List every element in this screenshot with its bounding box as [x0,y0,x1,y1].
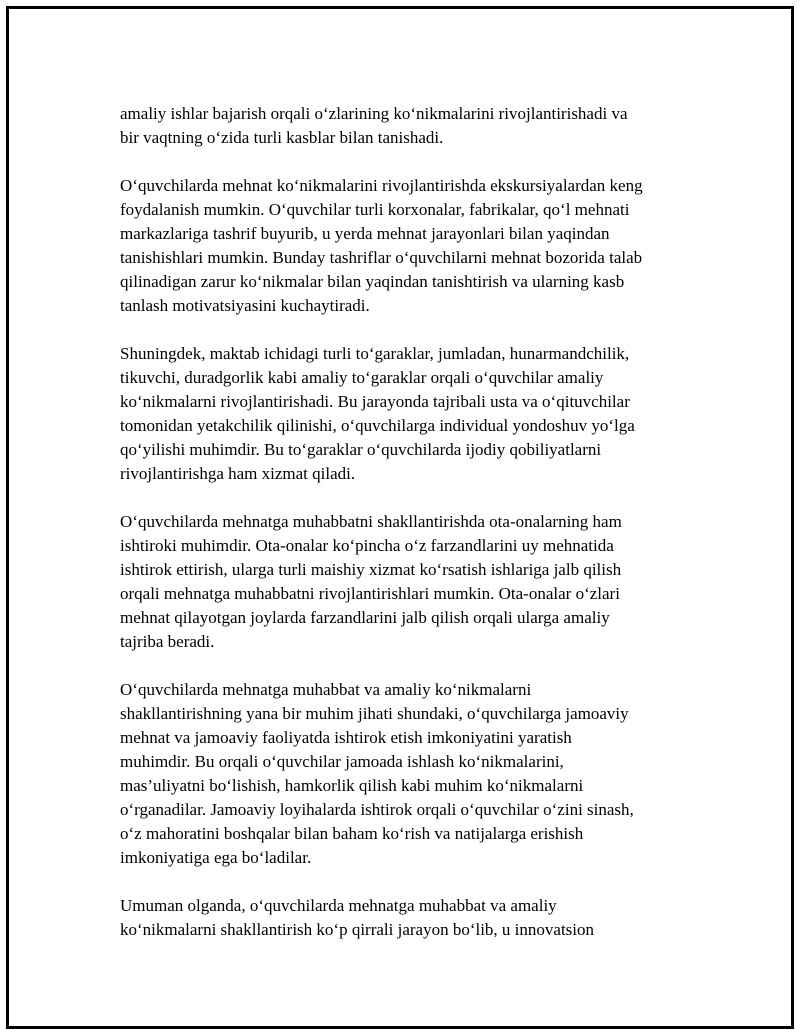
text-line: tomonidan yetakchilik qilinishi, o‘quvchilarga individual yondoshuv yo‘lga [120,416,635,435]
text-line: ishtiroki muhimdir. Ota-onalar ko‘pincha o‘z farzandlarini uy mehnatida [120,536,614,555]
text-line: O‘quvchilarda mehnatga muhabbatni shakllantirishda ota-onalarning ham [120,512,622,531]
paragraph [120,510,720,654]
paragraph [120,102,720,150]
paragraph [120,894,720,942]
text-line: rivojlantirishga ham xizmat qiladi. [120,464,356,483]
text-line: mas’uliyatni bo‘lishish, hamkorlik qilish kabi muhim ko‘nikmalarni [120,776,584,795]
text-line: ko‘nikmalarni rivojlantirishadi. Bu jarayonda tajribali usta va o‘qituvchilar [120,392,630,411]
text-line: imkoniyatiga ega bo‘ladilar. [120,848,312,867]
text-line: Shuningdek, maktab ichidagi turli to‘garaklar, jumladan, hunarmandchilik, [120,344,630,363]
text-line: qo‘yilishi muhimdir. Bu to‘garaklar o‘quvchilarda ijodiy qobiliyatlarni [120,440,602,459]
text-line: shakllantirishning yana bir muhim jihati shundaki, o‘quvchilarga jamoaviy [120,704,629,723]
paragraph [120,342,720,486]
text-line: foydalanish mumkin. O‘quvchilar turli korxonalar, fabrikalar, qo‘l mehnati [120,200,630,219]
text-line: O‘quvchilarda mehnatga muhabbat va amaliy ko‘nikmalarni [120,680,532,699]
text-line: Umuman olganda, o‘quvchilarda mehnatga muhabbat va amaliy [120,896,557,915]
text-line: tikuvchi, duradgorlik kabi amaliy to‘garaklar orqali o‘quvchilar amaliy [120,368,604,387]
text-line: ko‘nikmalarni shakllantirish ko‘p qirrali jarayon bo‘lib, u innovatsion [120,920,595,939]
paragraph [120,678,720,870]
document-body [120,102,720,966]
text-line: tanlash motivatsiyasini kuchaytiradi. [120,296,370,315]
text-line: tajriba beradi. [120,632,215,651]
text-line: O‘quvchilarda mehnat ko‘nikmalarini rivojlantirishda ekskursiyalardan keng [120,176,643,195]
page-frame [6,6,794,1029]
text-line: qilinadigan zarur ko‘nikmalar bilan yaqindan tanishtirish va ularning kasb [120,272,625,291]
text-line: amaliy ishlar bajarish orqali o‘zlarining ko‘nikmalarini rivojlantirishadi va [120,104,628,123]
text-line: orqali mehnatga muhabbatni rivojlantirishlari mumkin. Ota-onalar o‘zlari [120,584,620,603]
text-line: mehnat qilayotgan joylarda farzandlarini jalb qilish orqali ularga amaliy [120,608,610,627]
text-line: tanishishlari mumkin. Bunday tashriflar o‘quvchilarni mehnat bozorida talab [120,248,643,267]
paragraph [120,174,720,318]
text-line: muhimdir. Bu orqali o‘quvchilar jamoada ishlash ko‘nikmalarini, [120,752,564,771]
text-line: o‘rganadilar. Jamoaviy loyihalarda ishtirok orqali o‘quvchilar o‘zini sinash, [120,800,634,819]
text-line: markazlariga tashrif buyurib, u yerda mehnat jarayonlari bilan yaqindan [120,224,610,243]
text-line: mehnat va jamoaviy faoliyatda ishtirok etish imkoniyatini yaratish [120,728,572,747]
text-line: bir vaqtning o‘zida turli kasblar bilan tanishadi. [120,128,444,147]
text-line: ishtirok ettirish, ularga turli maishiy xizmat ko‘rsatish ishlariga jalb qilish [120,560,622,579]
text-line: o‘z mahoratini boshqalar bilan baham ko‘rish va natijalarga erishish [120,824,584,843]
